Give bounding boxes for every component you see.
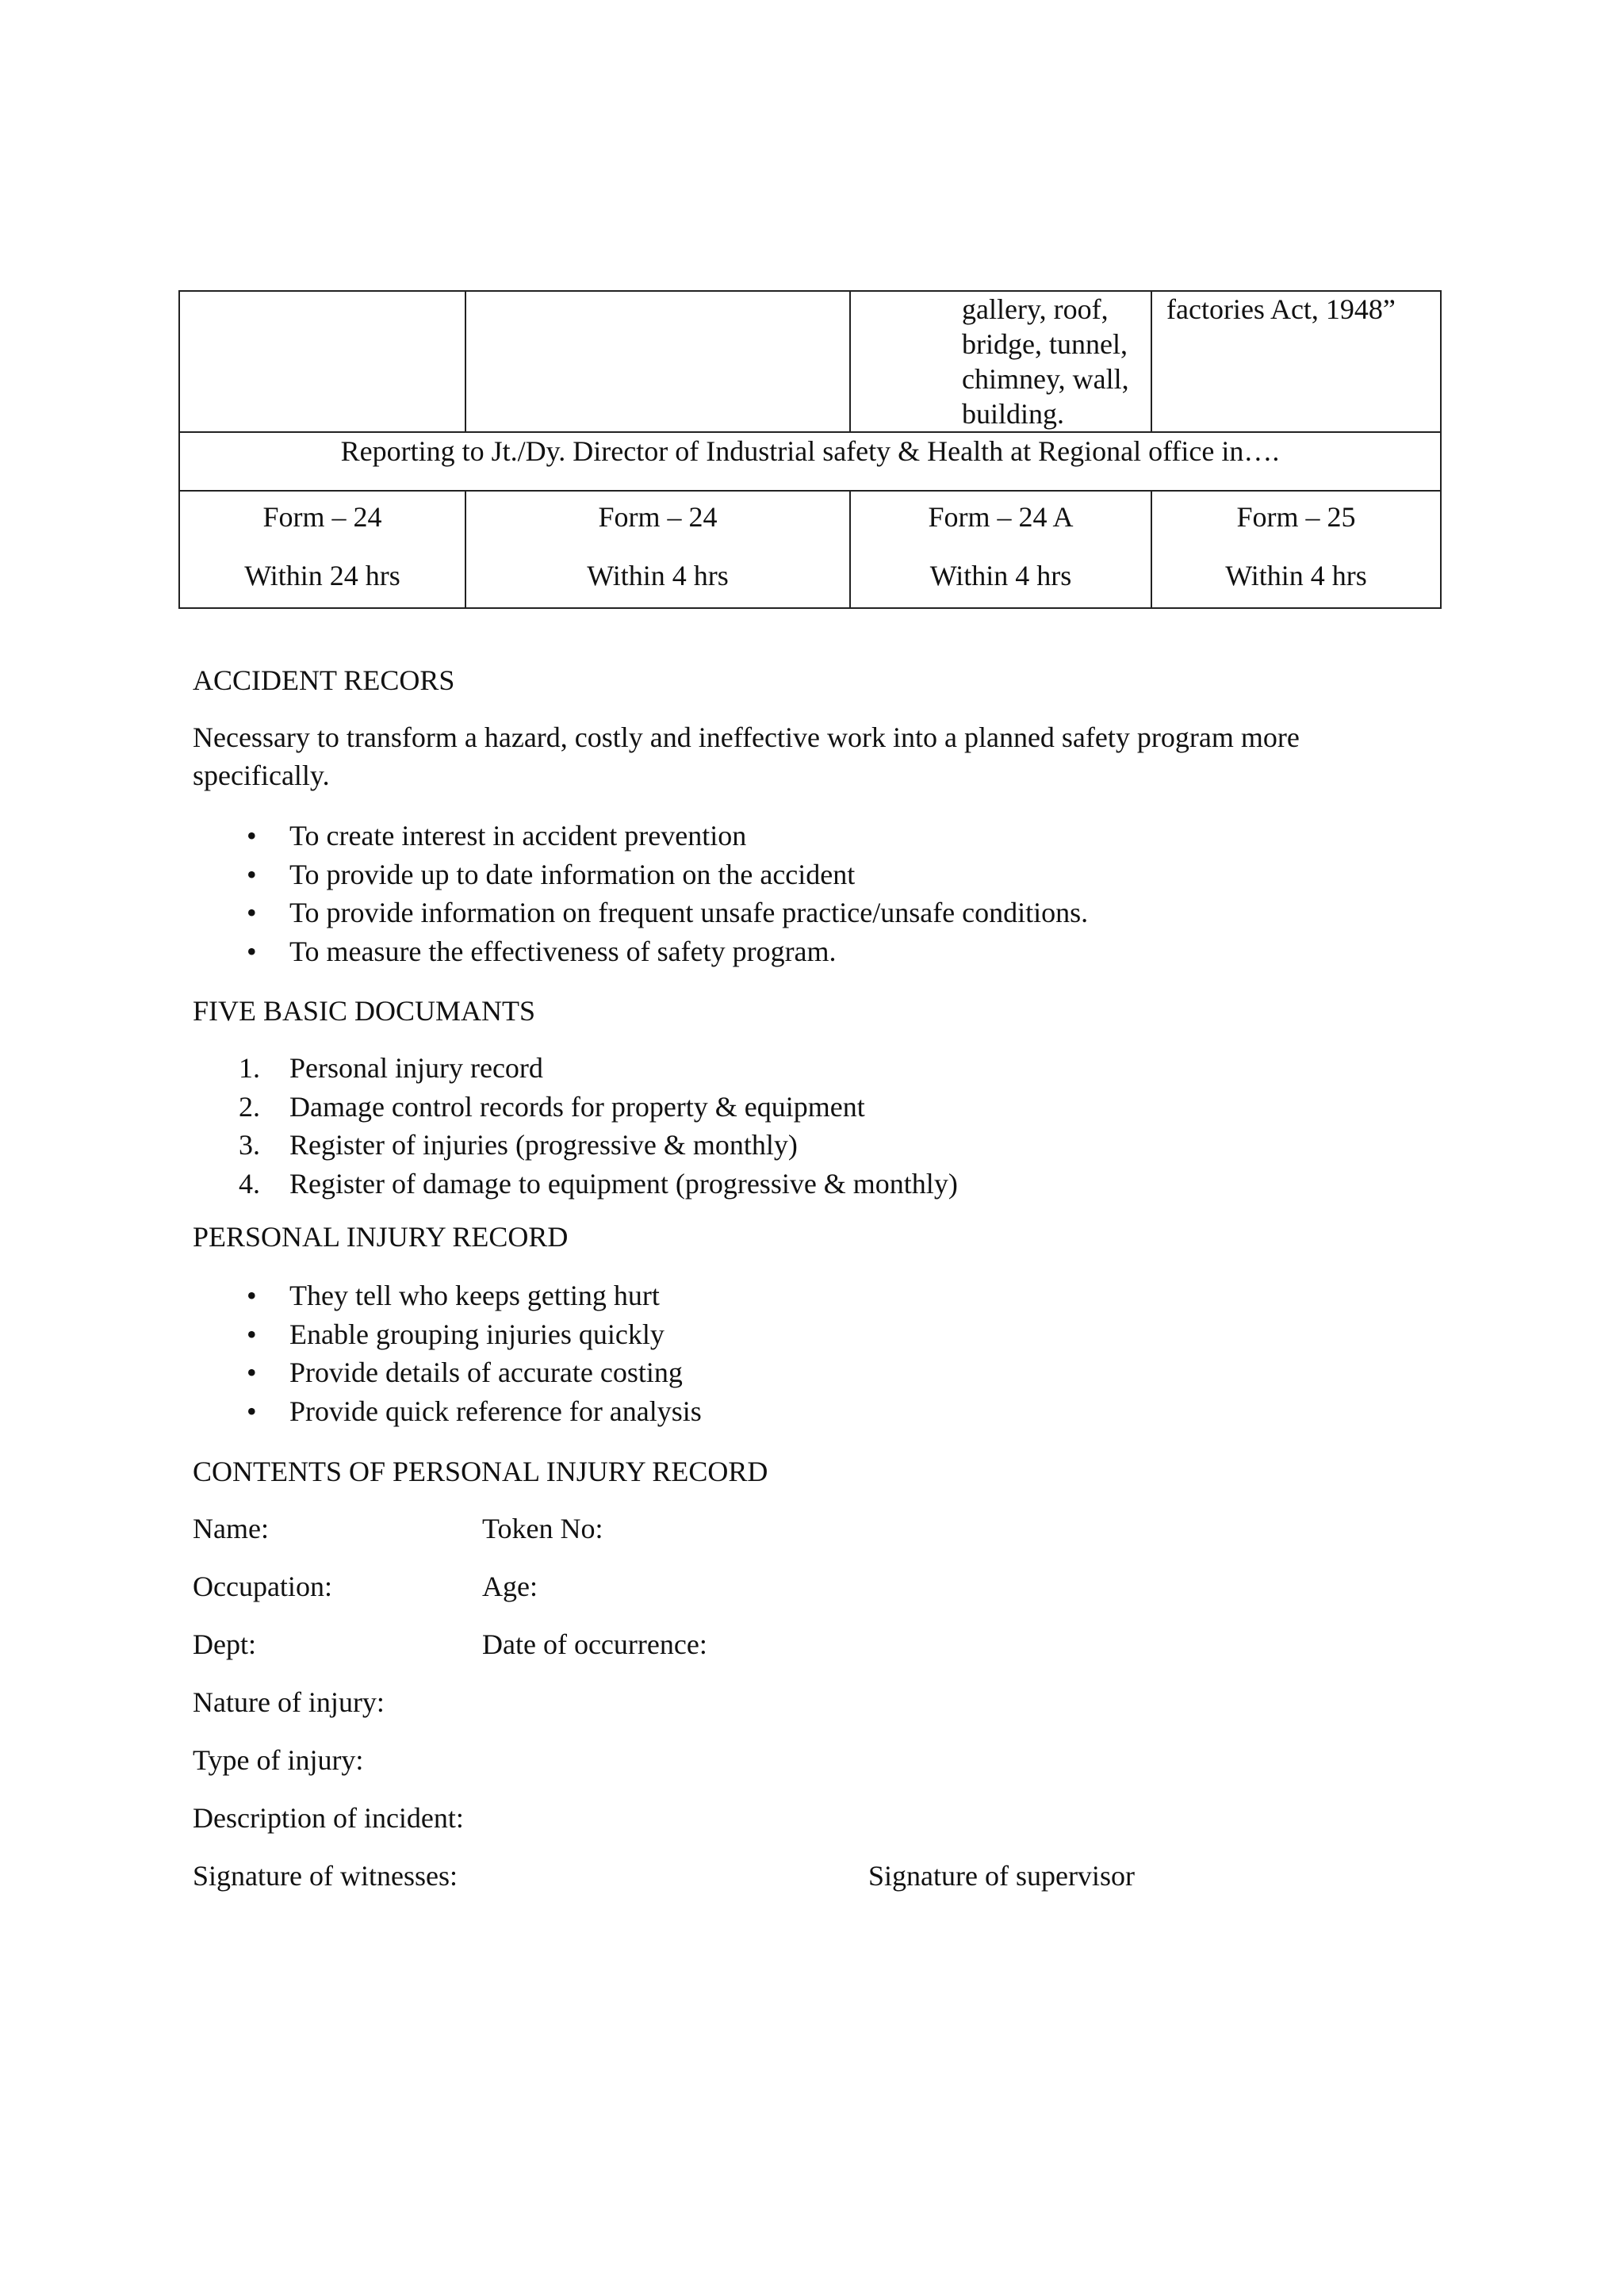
item-number: 4.	[239, 1167, 260, 1200]
item-number: 3.	[239, 1129, 260, 1161]
reporting-forms-table	[178, 290, 1442, 609]
contents-heading: CONTENTS OF PERSONAL INJURY RECORD	[193, 1456, 768, 1487]
personal-injury-heading: PERSONAL INJURY RECORD	[193, 1221, 569, 1253]
form-deadline: Within 24 hrs	[244, 560, 400, 591]
list-item-text: Damage control records for property & equipment	[289, 1090, 865, 1123]
supervisor-signature-label: Signature of supervisor	[868, 1860, 1135, 1892]
bullet-icon: •	[247, 897, 257, 928]
token-label: Token No:	[482, 1513, 603, 1544]
list-item	[193, 1276, 702, 1315]
list-item	[193, 1165, 958, 1203]
intro-line: Necessary to transform a hazard, costly and ineffective work into a planned safety program more	[193, 721, 1300, 753]
act-reference-cell: factories Act, 1948”	[1166, 293, 1396, 325]
bullet-icon: •	[247, 820, 257, 851]
age-label: Age:	[482, 1571, 538, 1602]
table-row	[179, 491, 1441, 608]
dept-label: Dept:	[193, 1628, 256, 1660]
type-label: Type of injury:	[193, 1744, 364, 1776]
list-item-text: To measure the effectiveness of safety program.	[289, 935, 837, 967]
form-name: Form – 24	[262, 501, 382, 533]
bullet-icon: •	[247, 1280, 257, 1311]
table-row	[179, 432, 1441, 491]
list-item	[193, 1392, 702, 1431]
list-item	[193, 1049, 958, 1088]
item-number: 2.	[239, 1090, 260, 1123]
bullet-icon: •	[247, 1395, 257, 1427]
list-item-text: Provide quick reference for analysis	[289, 1395, 702, 1427]
list-item-text: Register of damage to equipment (progressive & monthly)	[289, 1167, 958, 1200]
structures-line: gallery, roof,	[962, 293, 1109, 325]
list-item	[193, 1126, 958, 1165]
witnesses-signature-label: Signature of witnesses:	[193, 1860, 458, 1892]
form-name: Form – 24	[598, 501, 718, 533]
list-item	[193, 1088, 958, 1127]
accident-records-heading: ACCIDENT RECORS	[193, 664, 455, 696]
form-cell	[465, 491, 850, 608]
bullet-icon: •	[247, 1318, 257, 1350]
form-name: Form – 25	[1236, 501, 1356, 533]
list-item	[193, 1315, 702, 1354]
list-item-text: Enable grouping injuries quickly	[289, 1318, 665, 1350]
list-item-text: Register of injuries (progressive & monthly)	[289, 1129, 798, 1161]
form-deadline: Within 4 hrs	[1225, 560, 1367, 591]
intro-line: specifically.	[193, 760, 330, 791]
list-item	[193, 932, 1088, 971]
form-cell	[850, 491, 1151, 608]
list-item-text: Provide details of accurate costing	[289, 1357, 683, 1388]
form-cell	[1151, 491, 1441, 608]
table-cell	[179, 291, 465, 432]
list-item	[193, 817, 1088, 855]
occupation-label: Occupation:	[193, 1571, 332, 1602]
table-cell	[465, 291, 850, 432]
form-name: Form – 24 A	[928, 501, 1074, 533]
list-item-text: To provide information on frequent unsafe practice/unsafe conditions.	[289, 897, 1089, 928]
form-deadline: Within 4 hrs	[587, 560, 729, 591]
nature-label: Nature of injury:	[193, 1686, 385, 1718]
structures-line: building.	[962, 398, 1065, 430]
name-label: Name:	[193, 1513, 269, 1544]
list-item	[193, 1353, 702, 1392]
list-item-text: Personal injury record	[289, 1052, 543, 1084]
list-item	[193, 855, 1088, 894]
form-deadline: Within 4 hrs	[929, 560, 1072, 591]
form-cell	[179, 491, 465, 608]
five-documents-list	[193, 1049, 958, 1203]
reporting-row-cell: Reporting to Jt./Dy. Director of Industrial safety & Health at Regional office in….	[179, 432, 1441, 491]
list-item-text: They tell who keeps getting hurt	[289, 1280, 660, 1311]
structures-line: chimney, wall,	[962, 363, 1129, 395]
list-item	[193, 894, 1088, 932]
personal-injury-list	[193, 1276, 702, 1430]
accident-records-list	[193, 817, 1088, 970]
table-cell	[1151, 291, 1441, 432]
table-cell	[850, 291, 1151, 432]
structures-line: bridge, tunnel,	[962, 328, 1128, 360]
five-documents-heading: FIVE BASIC DOCUMANTS	[193, 995, 536, 1027]
structures-list-cell	[851, 292, 1151, 431]
list-item-text: To provide up to date information on the accident	[289, 858, 856, 890]
bullet-icon: •	[247, 1357, 257, 1388]
description-label: Description of incident:	[193, 1802, 464, 1834]
list-item-text: To create interest in accident prevention	[289, 820, 747, 851]
bullet-icon: •	[247, 935, 257, 967]
bullet-icon: •	[247, 858, 257, 890]
date-label: Date of occurrence:	[482, 1628, 707, 1660]
item-number: 1.	[239, 1052, 260, 1084]
table-row	[179, 291, 1441, 432]
accident-records-intro	[193, 718, 1398, 794]
